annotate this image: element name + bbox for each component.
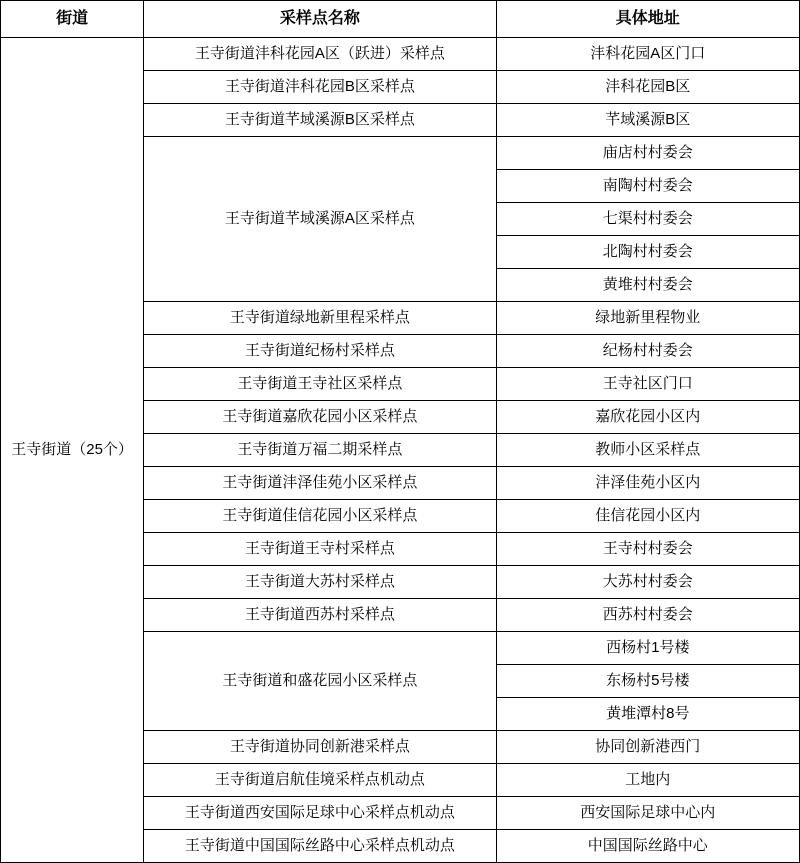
column-header-street: 街道 (1, 1, 144, 38)
address-cell: 协同创新港西门 (496, 731, 799, 764)
site-name-cell: 王寺街道沣科花园A区（跃进）采样点 (144, 38, 496, 71)
address-cell: 沣科花园A区门口 (496, 38, 799, 71)
site-name-cell: 王寺街道纪杨村采样点 (144, 335, 496, 368)
address-cell: 西苏村村委会 (496, 599, 799, 632)
site-name-cell: 王寺街道芊域溪源B区采样点 (144, 104, 496, 137)
address-cell: 王寺村村委会 (496, 533, 799, 566)
site-name-cell: 王寺街道万福二期采样点 (144, 434, 496, 467)
table-body (1, 38, 800, 863)
address-cell: 七渠村村委会 (496, 203, 799, 236)
address-cell: 嘉欣花园小区内 (496, 401, 799, 434)
column-header-address: 具体地址 (496, 1, 799, 38)
site-name-cell: 王寺街道绿地新里程采样点 (144, 302, 496, 335)
table-row (1, 38, 800, 71)
site-name-cell: 王寺街道西苏村采样点 (144, 599, 496, 632)
address-cell: 西杨村1号楼 (496, 632, 799, 665)
address-cell: 黄堆村村委会 (496, 269, 799, 302)
address-cell: 芊域溪源B区 (496, 104, 799, 137)
site-name-cell: 王寺街道沣泽佳苑小区采样点 (144, 467, 496, 500)
site-name-cell: 王寺街道西安国际足球中心采样点机动点 (144, 797, 496, 830)
column-header-site-name: 采样点名称 (144, 1, 496, 38)
address-cell: 沣科花园B区 (496, 71, 799, 104)
site-name-cell: 王寺街道中国国际丝路中心采样点机动点 (144, 830, 496, 863)
site-name-cell: 王寺街道大苏村采样点 (144, 566, 496, 599)
address-cell: 大苏村村委会 (496, 566, 799, 599)
site-name-cell: 王寺街道王寺社区采样点 (144, 368, 496, 401)
address-cell: 佳信花园小区内 (496, 500, 799, 533)
address-cell: 绿地新里程物业 (496, 302, 799, 335)
address-cell: 西安国际足球中心内 (496, 797, 799, 830)
table-header (1, 1, 800, 38)
address-cell: 工地内 (496, 764, 799, 797)
address-cell: 庙店村村委会 (496, 137, 799, 170)
address-cell: 北陶村村委会 (496, 236, 799, 269)
site-name-cell: 王寺街道芊域溪源A区采样点 (144, 137, 496, 302)
address-cell: 纪杨村村委会 (496, 335, 799, 368)
address-cell: 南陶村村委会 (496, 170, 799, 203)
site-name-cell: 王寺街道嘉欣花园小区采样点 (144, 401, 496, 434)
street-cell: 王寺街道（25个） (1, 38, 144, 863)
site-name-cell: 王寺街道佳信花园小区采样点 (144, 500, 496, 533)
site-name-cell: 王寺街道和盛花园小区采样点 (144, 632, 496, 731)
site-name-cell: 王寺街道协同创新港采样点 (144, 731, 496, 764)
address-cell: 东杨村5号楼 (496, 665, 799, 698)
table-header-row (1, 1, 800, 38)
address-cell: 沣泽佳苑小区内 (496, 467, 799, 500)
site-name-cell: 王寺街道启航佳境采样点机动点 (144, 764, 496, 797)
address-cell: 教师小区采样点 (496, 434, 799, 467)
address-cell: 中国国际丝路中心 (496, 830, 799, 863)
address-cell: 王寺社区门口 (496, 368, 799, 401)
site-name-cell: 王寺街道沣科花园B区采样点 (144, 71, 496, 104)
site-name-cell: 王寺街道王寺村采样点 (144, 533, 496, 566)
address-cell: 黄堆潭村8号 (496, 698, 799, 731)
